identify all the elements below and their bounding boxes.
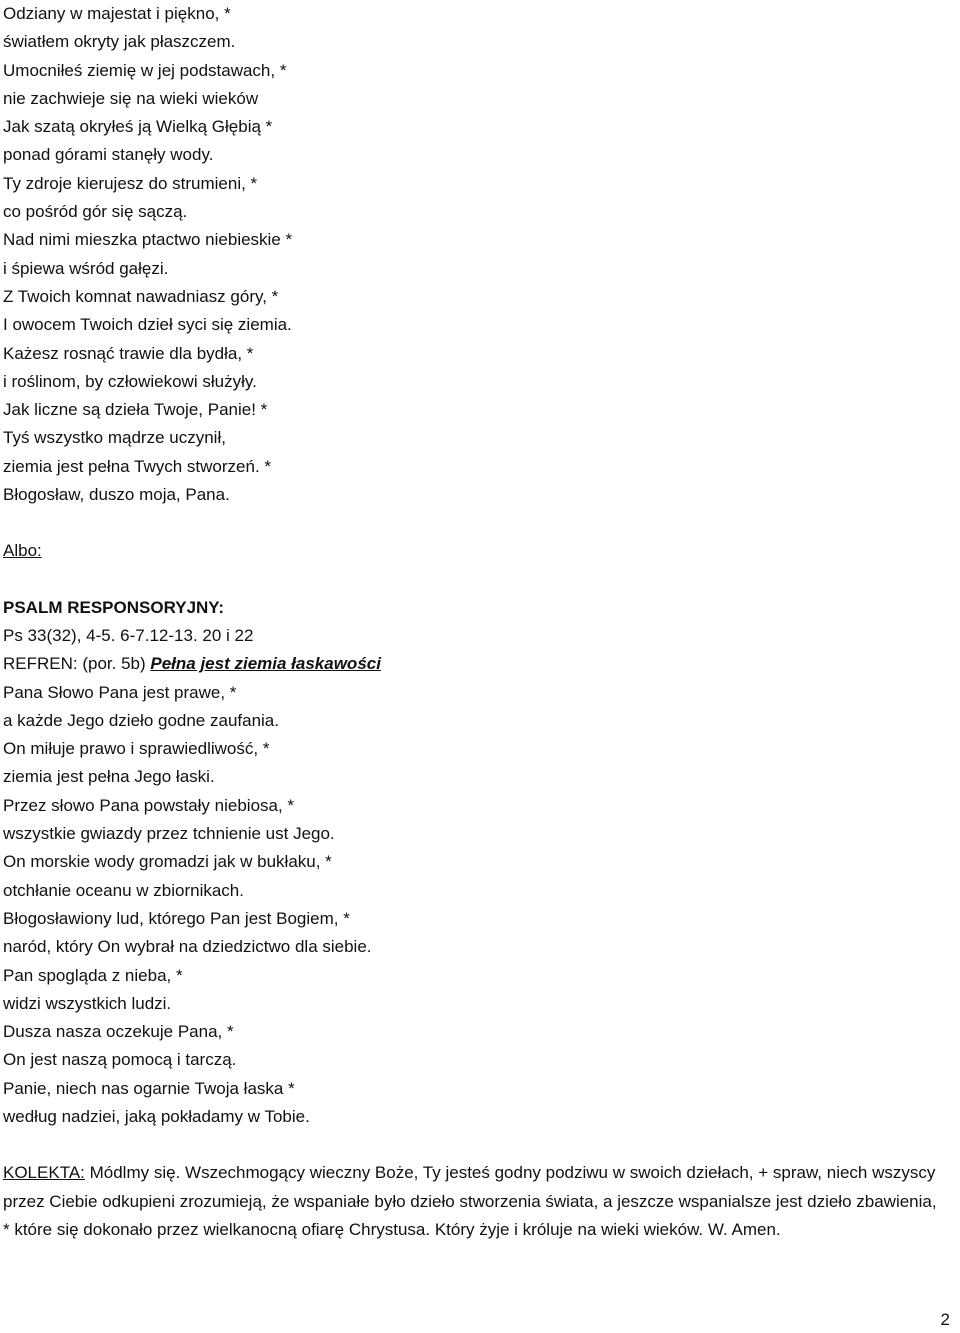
psalm-line: Panie, niech nas ogarnie Twoja łaska * [3, 1078, 295, 1098]
document-page [3, 0, 953, 1244]
psalm-line: Każesz rosnąć trawie dla bydła, * [3, 343, 254, 363]
psalm-heading: PSALM RESPONSORYJNY: [3, 597, 225, 617]
psalm-line: naród, który On wybrał na dziedzictwo dla siebie. [3, 937, 372, 957]
kolekta-text: Módlmy się. Wszechmogący wieczny Boże, Ty jesteś godny podziwu w swoich dziełach, + spraw, niech wszyscy przez Ciebie odkupieni zrozumieją, że wspaniałe było dzieło stworzenia świata, a jeszcze wspanialsze jest dzieło zbawienia, * które się dokonało przez wielkanocną ofiarę Chrystusa. Który żyje i króluje na wieki wieków. W. Amen. [3, 1163, 937, 1239]
psalm-line: co pośród gór się sączą. [3, 202, 188, 222]
psalm-line: Jak liczne są dzieła Twoje, Panie! * [3, 400, 268, 420]
psalm-line: On morskie wody gromadzi jak w bukłaku, * [3, 852, 332, 872]
psalm-line: i śpiewa wśród gałęzi. [3, 258, 169, 278]
albo-label: Albo: [3, 541, 42, 561]
psalm-line: Pan spogląda z nieba, * [3, 965, 183, 985]
psalm-line: otchłanie oceanu w zbiornikach. [3, 880, 244, 900]
psalm-line: Dusza nasza oczekuje Pana, * [3, 1022, 234, 1042]
psalm-reference: Ps 33(32), 4-5. 6-7.12-13. 20 i 22 [3, 625, 254, 645]
psalm-line: I owocem Twoich dzieł syci się ziemia. [3, 315, 292, 335]
psalm-line: Błogosławiony lud, którego Pan jest Bogiem, * [3, 908, 350, 928]
refren-prefix: REFREN: (por. 5b) [3, 654, 151, 674]
psalm-text-part1 [3, 0, 953, 509]
psalm-line: Ty zdroje kierujesz do strumieni, * [3, 173, 258, 193]
psalm-line: według nadziei, jaką pokładamy w Tobie. [3, 1106, 310, 1126]
psalm-line: Umocniłeś ziemię w jej podstawach, * [3, 60, 287, 80]
psalm-line: Tyś wszystko mądrze uczynił, [3, 428, 226, 448]
psalm-line: Nad nimi mieszka ptactwo niebieskie * [3, 230, 293, 250]
kolekta-label: KOLEKTA: [3, 1163, 85, 1183]
psalm-line: ziemia jest pełna Twych stworzeń. * [3, 456, 272, 476]
psalm-line: światłem okryty jak płaszczem. [3, 32, 236, 52]
psalm-line: Jak szatą okryłeś ją Wielką Głębią * [3, 117, 273, 137]
psalm-line: On miłuje prawo i sprawiedliwość, * [3, 739, 270, 759]
psalm-line: Odziany w majestat i piękno, * [3, 4, 231, 23]
page-number: 2 [940, 1310, 950, 1329]
psalm-line: wszystkie gwiazdy przez tchnienie ust Jego. [3, 824, 335, 844]
psalm-line: Z Twoich komnat nawadniasz góry, * [3, 286, 279, 306]
psalm-line: ponad górami stanęły wody. [3, 145, 214, 165]
kolekta-paragraph [3, 1159, 938, 1244]
psalm-line: i roślinom, by człowiekowi służyły. [3, 371, 257, 391]
psalm-line: a każde Jego dzieło godne zaufania. [3, 710, 279, 730]
psalm-line: nie zachwieje się na wieki wieków [3, 88, 259, 108]
psalm-line: Błogosław, duszo moja, Pana. [3, 485, 230, 505]
psalm-text-part2 [3, 679, 953, 1132]
psalm-line: ziemia jest pełna Jego łaski. [3, 767, 215, 787]
refren-line [3, 650, 953, 678]
psalm-line: Pana Słowo Pana jest prawe, * [3, 682, 237, 702]
psalm-line: On jest naszą pomocą i tarczą. [3, 1050, 237, 1070]
psalm-line: widzi wszystkich ludzi. [3, 993, 172, 1013]
refren-text: Pełna jest ziemia łaskawości [150, 654, 381, 674]
psalm-line: Przez słowo Pana powstały niebiosa, * [3, 795, 295, 815]
